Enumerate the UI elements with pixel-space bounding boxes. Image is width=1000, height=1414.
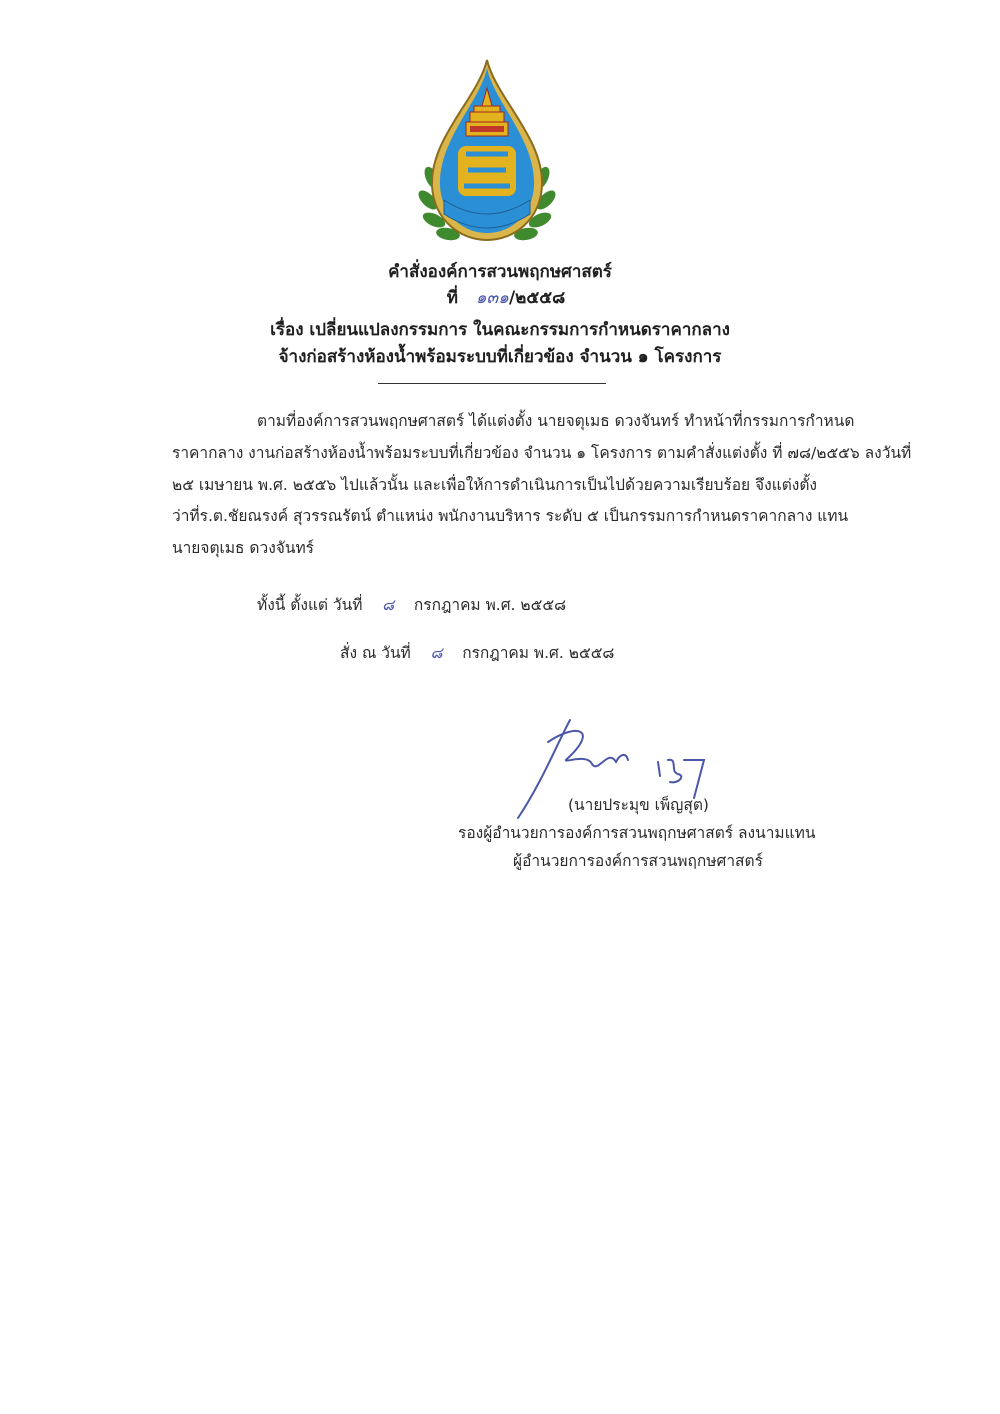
order-number-label: ที่ [446, 288, 458, 308]
organization-logo [418, 58, 556, 248]
effective-date [257, 592, 566, 617]
effective-date-prefix: ทั้งนี้ ตั้งแต่ วันที่ [257, 596, 363, 614]
signatory-name: (นายประมุข เพ็ญสุต) [568, 796, 709, 814]
signatory-position-1: รองผู้อำนวยการองค์การสวนพฤกษศาสตร์ ลงนามแทน [458, 824, 816, 842]
subject-line-1: เรื่อง เปลี่ยนแปลงกรรมการ ในคณะกรรมการกำหนดราคากลาง [270, 320, 730, 340]
order-title: คำสั่งองค์การสวนพฤกษศาสตร์ [388, 262, 612, 282]
header-divider [378, 383, 606, 384]
effective-date-day: ๘ [382, 596, 395, 614]
signatory-position-2: ผู้อำนวยการองค์การสวนพฤกษศาสตร์ [513, 852, 763, 870]
effective-date-suffix: กรกฎาคม พ.ศ. ๒๕๕๘ [413, 596, 567, 614]
body-line-5: นายจตุเมธ ดวงจันทร์ [172, 539, 314, 557]
body-line-2: ราคากลาง งานก่อสร้างห้องน้ำพร้อมระบบที่เกี่ยวข้อง จำนวน ๑ โครงการ ตามคำสั่งแต่งตั้ง ที่ ๗๘/๒๕๕๖ ลงวันที่ [172, 444, 912, 462]
body-line-1: ตามที่องค์การสวนพฤกษศาสตร์ ได้แต่งตั้ง นายจตุเมธ ดวงจันทร์ ทำหน้าที่กรรมการกำหนด [257, 412, 855, 430]
subject-line-2: จ้างก่อสร้างห้องน้ำพร้อมระบบที่เกี่ยวข้อง จำนวน ๑ โครงการ [278, 347, 722, 367]
body-line-4: ว่าที่ร.ต.ชัยณรงค์ สุวรรณรัตน์ ตำแหน่ง พนักงานบริหาร ระดับ ๕ เป็นกรรมการกำหนดราคากลาง แทน [172, 507, 849, 525]
order-number [0, 284, 1000, 311]
ordered-date-suffix: กรกฎาคม พ.ศ. ๒๕๕๘ [462, 644, 615, 662]
ordered-date-prefix: สั่ง ณ วันที่ [340, 644, 411, 662]
order-number-handwritten: ๑๓๑ [475, 288, 509, 308]
order-number-suffix: /๒๕๕๘ [508, 288, 566, 308]
ordered-date [340, 640, 614, 665]
ordered-date-day: ๘ [430, 644, 443, 662]
body-line-3: ๒๕ เมษายน พ.ศ. ๒๕๕๖ ไปแล้วนั้น และเพื่อให้การดำเนินการเป็นไปด้วยความเรียบร้อย จึงแต่งตั้ง [172, 476, 817, 494]
